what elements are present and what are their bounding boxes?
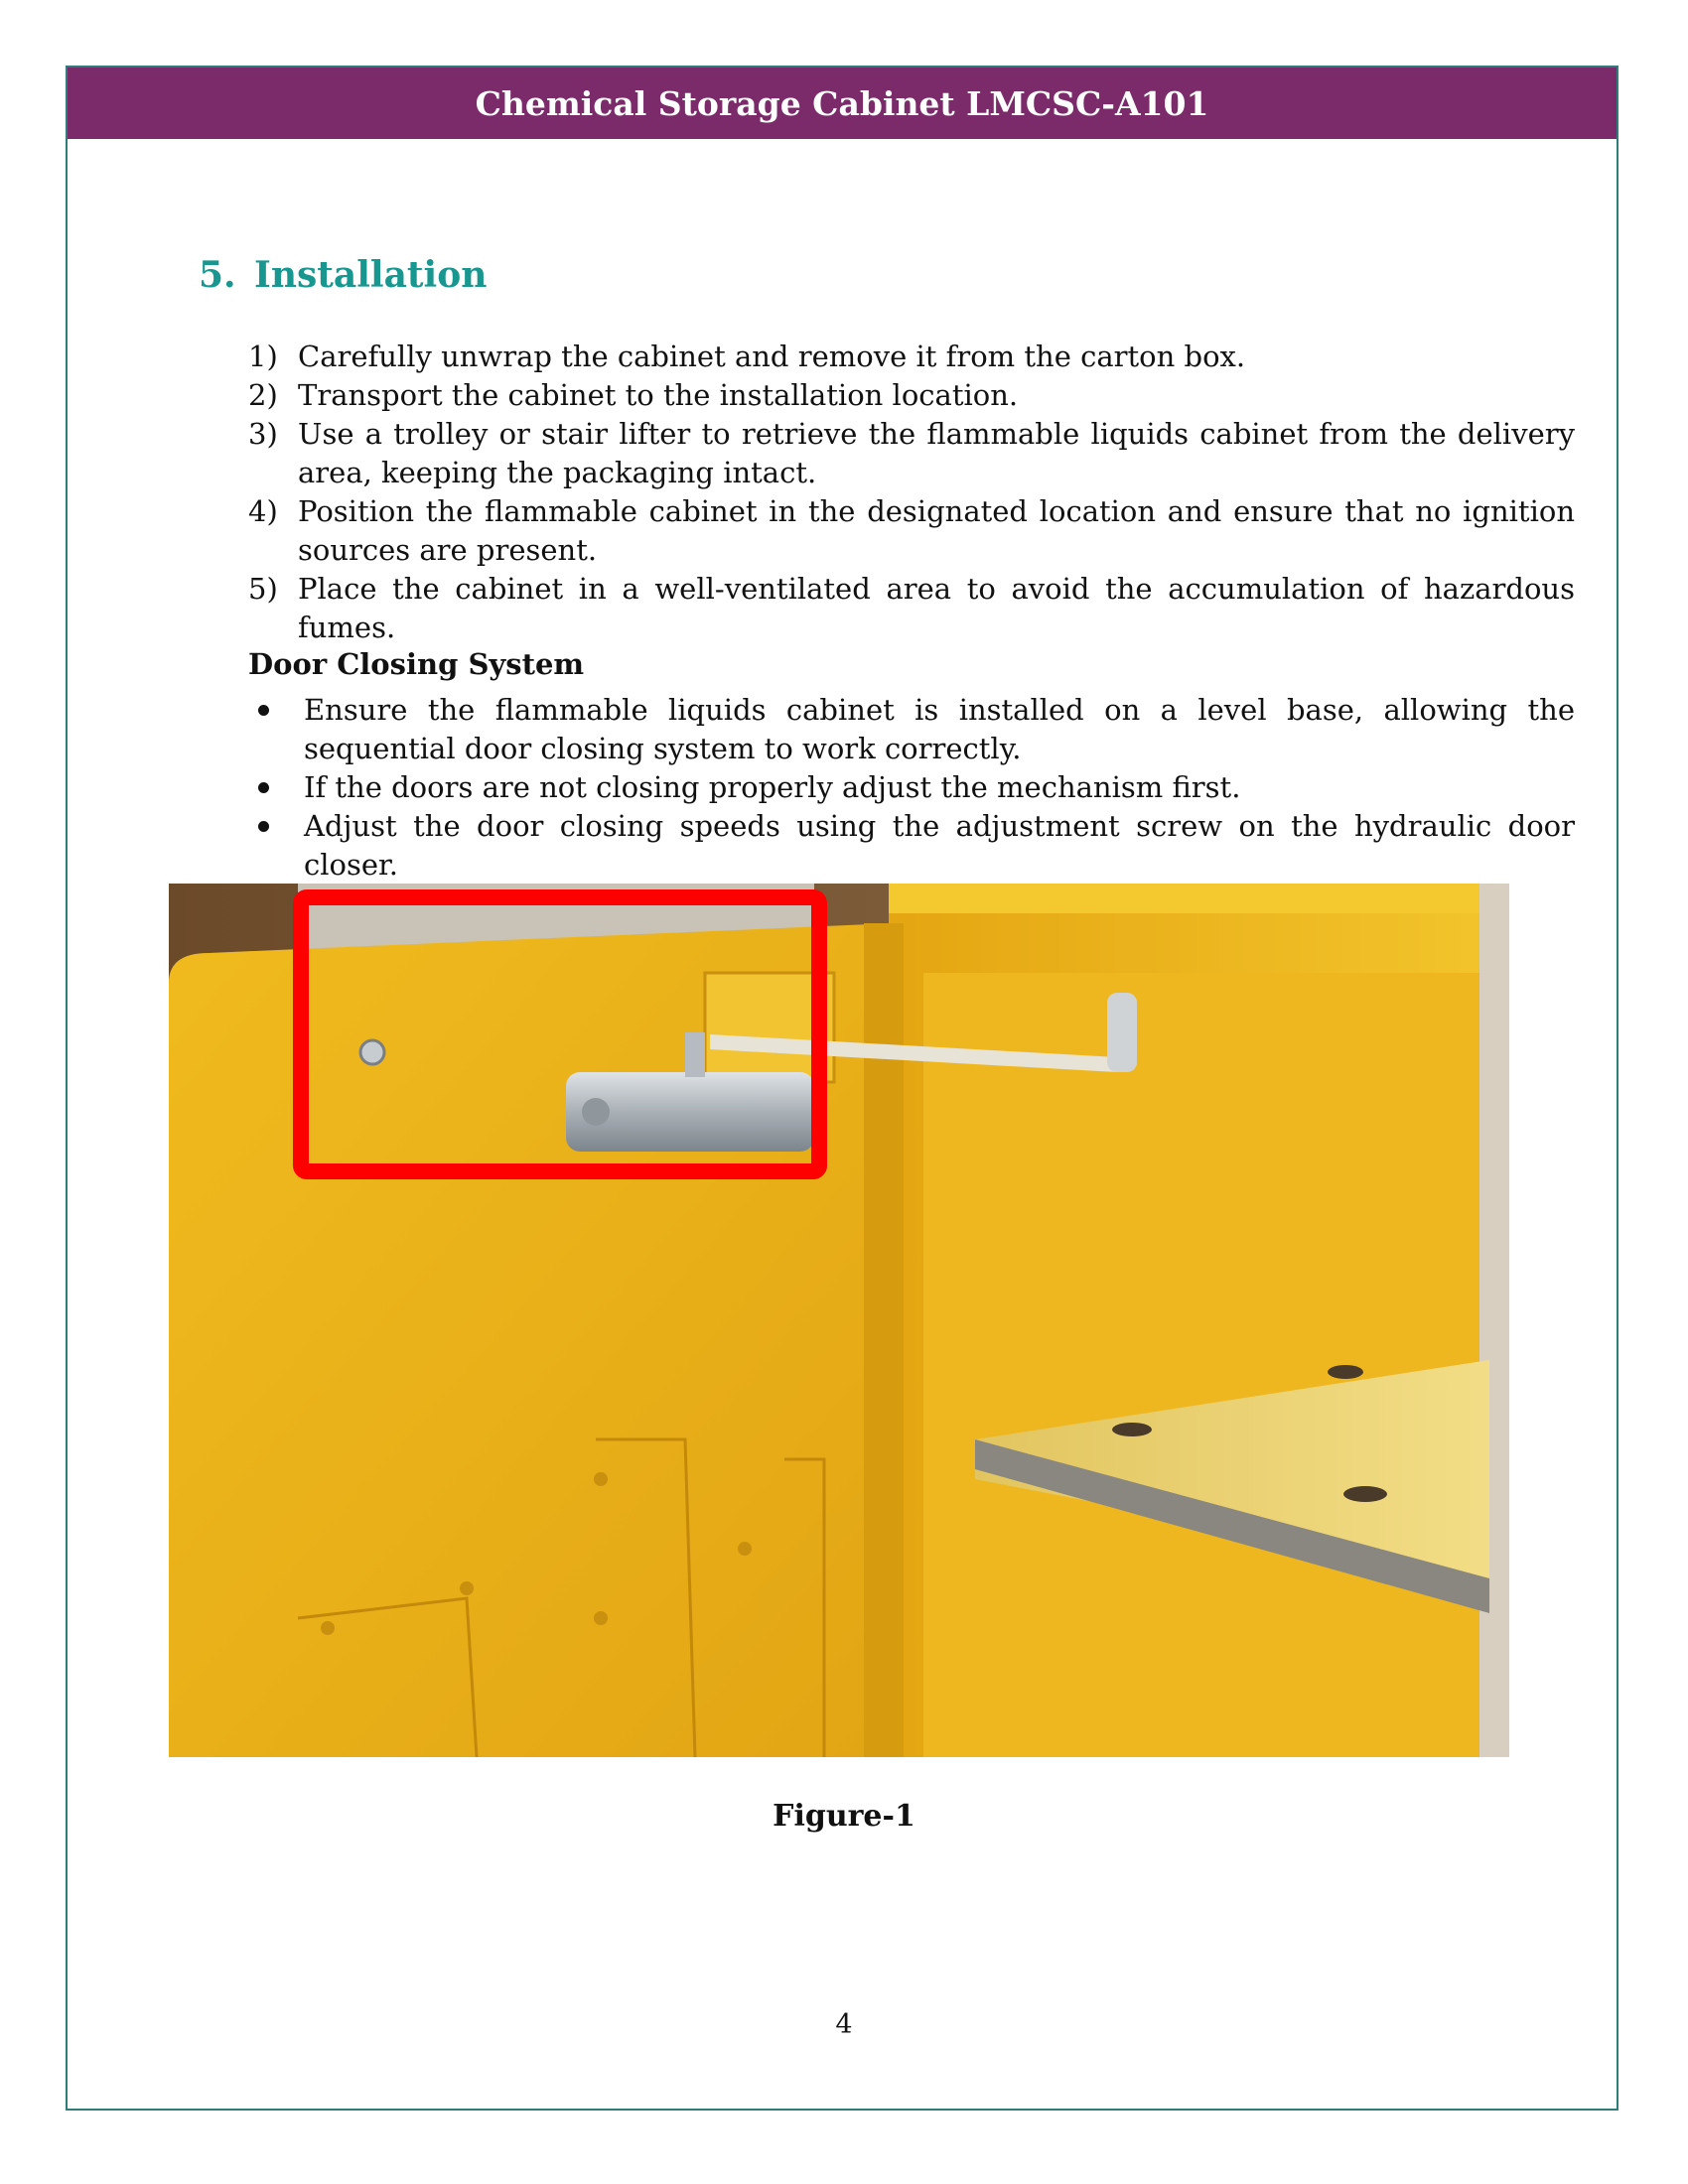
rivet: [321, 1621, 335, 1635]
right-wall-edge: [1479, 884, 1509, 1757]
section-title: [199, 254, 487, 296]
shelf-hole: [1328, 1365, 1363, 1379]
closer-pivot: [685, 1032, 705, 1077]
step-marker: 4): [248, 494, 278, 528]
cabinet-top-frame: [889, 884, 1509, 913]
arm-bracket: [1107, 993, 1137, 1072]
document-title: Chemical Storage Cabinet LMCSC-A101: [475, 83, 1209, 123]
bullet-icon: [258, 782, 269, 793]
rivet: [738, 1542, 752, 1556]
rivet: [594, 1472, 608, 1486]
shelf-hole: [1112, 1423, 1152, 1436]
bullet-text: Ensure the flammable liquids cabinet is installed on a level base, allowing the sequential door closing system to work correctly.: [304, 693, 1575, 765]
interior-back-panel: [923, 973, 1479, 1757]
cabinet-illustration: [169, 884, 1509, 1757]
door-closing-heading: Door Closing System: [248, 647, 585, 681]
step-marker: 5): [248, 572, 278, 606]
bullet-text: Adjust the door closing speeds using the adjustment screw on the hydraulic door closer.: [304, 809, 1575, 882]
figure-caption: Figure-1: [773, 1799, 915, 1834]
step-text: Position the flammable cabinet in the designated location and ensure that no ignition sources are present.: [298, 494, 1575, 567]
list-item: [248, 570, 1575, 647]
list-item: [248, 338, 1575, 376]
bullet-icon: [258, 705, 269, 716]
step-marker: 2): [248, 378, 278, 412]
list-item: [248, 691, 1575, 768]
step-text: Carefully unwrap the cabinet and remove it from the carton box.: [298, 340, 1246, 373]
step-text: Use a trolley or stair lifter to retrieve the flammable liquids cabinet from the delivery area, keeping the packaging intact.: [298, 417, 1575, 489]
section-number: 5.: [199, 254, 236, 296]
step-marker: 3): [248, 417, 278, 451]
step-text: Transport the cabinet to the installation location.: [298, 378, 1019, 412]
list-item: [248, 807, 1575, 885]
header-bar: [68, 68, 1617, 139]
shelf-hole: [1343, 1486, 1387, 1502]
installation-steps: [248, 338, 1575, 647]
step-text: Place the cabinet in a well-ventilated area to avoid the accumulation of hazardous fumes.: [298, 572, 1575, 644]
section-title-text: Installation: [254, 254, 488, 296]
step-marker: 1): [248, 340, 278, 373]
page-number: 4: [835, 2009, 853, 2040]
list-item: [248, 415, 1575, 492]
list-item: [248, 768, 1575, 807]
rivet: [594, 1611, 608, 1625]
list-item: [248, 492, 1575, 570]
rivet: [460, 1581, 474, 1595]
latch-bolt-icon: [360, 1040, 384, 1064]
figure-cabinet-photo: [169, 884, 1509, 1757]
list-item: [248, 376, 1575, 415]
bullet-text: If the doors are not closing properly adjust the mechanism first.: [304, 770, 1241, 804]
bullet-icon: [258, 821, 269, 832]
door-closing-bullets: [248, 691, 1575, 885]
adjustment-screw-icon: [582, 1098, 610, 1126]
